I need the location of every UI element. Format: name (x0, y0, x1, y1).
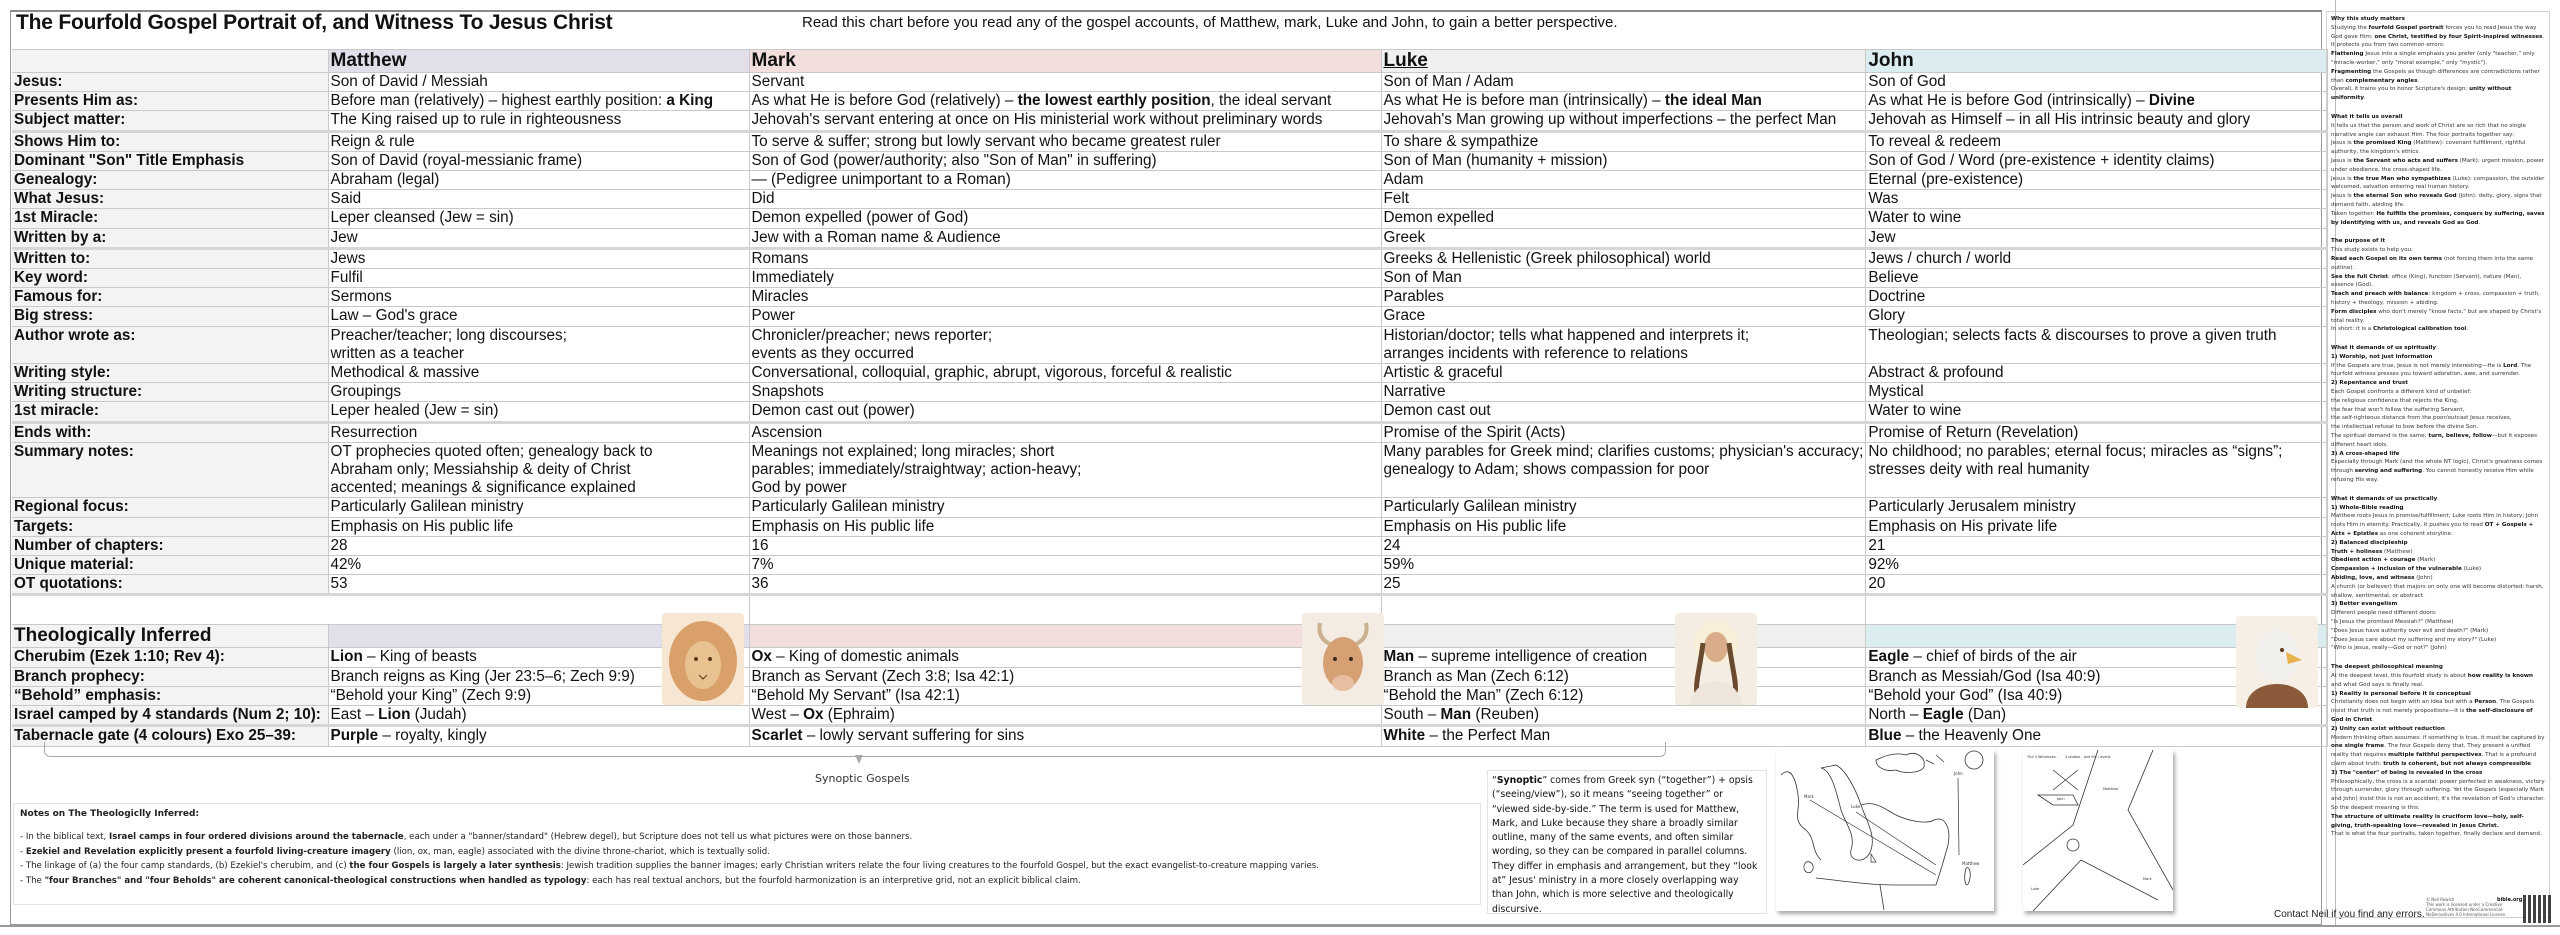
cell-mark: Did (749, 190, 1381, 209)
cell-luke: Greek (1381, 228, 1866, 248)
sidebar-heading: Why this study matters (2331, 16, 2406, 22)
synoptic-gospels-label: Synoptic Gospels (815, 772, 910, 785)
sidebar-heading: What it demands of us spiritually (2331, 345, 2437, 352)
cell-luke: Grace (1381, 307, 1866, 326)
sidebar-paragraph: Read each Gospel on its own terms (not forcing them into the same outline). (2331, 255, 2534, 271)
theological-row (12, 667, 2328, 686)
cell-matthew: 53 (328, 575, 749, 595)
cell-luke: Artistic & graceful (1381, 364, 1866, 383)
row-label: Unique material: (12, 556, 328, 575)
row-label: Targets: (12, 517, 328, 536)
sidebar-heading: 3) Better evangelism (2331, 601, 2398, 608)
synoptic-brace-tip (855, 755, 863, 764)
cell-luke: Branch as Man (Zech 6:12) (1381, 667, 1866, 686)
cell-matthew: Preacher/teacher; long discourses; written as a teacher (328, 326, 749, 363)
theological-row (12, 686, 2328, 705)
cell-luke: As what He is before man (intrinsically) – the ideal Man (1381, 92, 1866, 111)
cell-matthew: Reign & rule (328, 131, 749, 151)
sidebar-heading: 3) A cross-shaped life (2331, 450, 2400, 457)
table-row (12, 517, 2328, 536)
row-label: 1st miracle: (12, 402, 328, 422)
cell-matthew: Abraham (legal) (328, 171, 749, 190)
row-label: Writing style: (12, 364, 328, 383)
row-label: Dominant "Son" Title Emphasis (12, 151, 328, 170)
road-label-john: John (2057, 797, 2065, 801)
row-label: Famous for: (12, 288, 328, 307)
synoptic-definition-box: “Synoptic” comes from Greek syn (“together”) + opsis (“seeing/view”), so it means “seeing together” or “viewed side-by-side.” The term is used for Matthew, Mark, and Luke because they share a broadly similar outline, many of the same events, and often similar wording, so they can be compared in parallel columns. They differ in emphasis and arrangement, but they “look at” Jesus' ministry in a more closely overlapping way than John, which is more selective and theologically discursive. (1487, 770, 1767, 914)
cell-john: Glory (1866, 307, 2328, 326)
cell-mark: — (Pedigree unimportant to a Roman) (749, 171, 1381, 190)
license-text: This work is licensed under a Creative Commons Attribution-NonCommercial-NoDerivatives 4.0 International License. (2426, 902, 2507, 917)
notes-box (13, 803, 1481, 905)
cell-john: North – Eagle (Dan) (1866, 706, 2328, 726)
cell-matthew: Particularly Galilean ministry (328, 498, 749, 517)
theological-band-luke (1381, 625, 1866, 648)
sidebar-heading: 1) Reality is personal before it is conceptual (2331, 690, 2471, 697)
sidebar-paragraph: Jesus is the Servant who acts and suffers (Mark): urgent mission, power under obedience, the cross-shaped life. (2331, 157, 2544, 173)
cell-mark: Conversational, colloquial, graphic, abrupt, vigorous, forceful & realistic (749, 364, 1381, 383)
theological-header-row (12, 625, 2328, 648)
sidebar-paragraph: "Does Jesus care about my suffering and my story?" (Luke) (2331, 636, 2497, 643)
sidebar-paragraph: Teach and preach with balance: kingdom + cross, compassion + truth, history + theology, mission + abiding. (2331, 291, 2540, 306)
cell-mark: Son of God (power/authority; also "Son of Man" in suffering) (749, 151, 1381, 170)
qr-code-icon[interactable] (2523, 895, 2551, 923)
table-row (12, 288, 2328, 307)
cell-john: 92% (1866, 556, 2328, 575)
cell-luke: Demon expelled (1381, 209, 1866, 228)
cell-matthew: OT prophecies quoted often; genealogy back to Abraham only; Messiahship & deity of Christ accented; meanings & significance explained (328, 442, 749, 498)
cell-matthew: Jews (328, 248, 749, 268)
sidebar-paragraph: Matthew roots Jesus in promise/fulfillment; Luke roots Him in history; John roots Him in eternity. Practically, it pushes you to read OT + Gospels + Acts + Epistles as one coherent storyline. (2331, 513, 2539, 538)
cell-luke: Demon cast out (1381, 402, 1866, 422)
cell-luke: Promise of the Spirit (Acts) (1381, 422, 1866, 442)
cell-mark: Emphasis on His public life (749, 517, 1381, 536)
sidebar-paragraph: At the deepest level, this fourfold study is about how reality is known and what God says is finally real. (2331, 672, 2534, 688)
table-row (12, 248, 2328, 268)
sidebar-heading: 1) Worship, not just information (2331, 353, 2433, 360)
table-row (12, 228, 2328, 248)
cell-luke: 24 (1381, 536, 1866, 555)
sidebar-paragraph: That is what the four portraits, taken together, finally declare and demand. (2331, 831, 2542, 838)
table-row (12, 498, 2328, 517)
cell-john: Water to wine (1866, 209, 2328, 228)
sidebar-paragraph: Overall, it trains you to honor Scripture's design: unity without uniformity. (2331, 86, 2512, 102)
sidebar-paragraph: Especially through Mark (and the whole NT logic), Christ's greatness comes through serving and suffering. You cannot honestly receive Him while refusing His way. (2331, 459, 2543, 484)
road-sketch-icon (2023, 750, 2173, 911)
column-header-matthew: Matthew (328, 50, 749, 73)
cell-matthew: Leper healed (Jew = sin) (328, 402, 749, 422)
cell-matthew: Methodical & massive (328, 364, 749, 383)
cell-john: Blue – the Heavenly One (1866, 726, 2328, 746)
cell-mark: Chronicler/preacher; news reporter; events as they occurred (749, 326, 1381, 363)
man-portrait-icon (1675, 613, 1757, 705)
cell-john: Abstract & profound (1866, 364, 2328, 383)
theological-heading: Theologically Inferred (12, 625, 328, 648)
cell-matthew: Leper cleansed (Jew = sin) (328, 209, 749, 228)
cell-mark: Branch as Servant (Zech 3:8; Isa 42:1) (749, 667, 1381, 686)
cell-mark: Miracles (749, 288, 1381, 307)
cell-matthew: Branch reigns as King (Jer 23:5–6; Zech 9:9) (328, 667, 749, 686)
sidebar-paragraph: Form disciples who don't merely "know facts," but are shaped by Christ's total reality. (2331, 308, 2542, 324)
sidebar-paragraph: Obedient action + courage (Mark) (2331, 557, 2436, 564)
column-header-mark: Mark (749, 50, 1381, 73)
cell-luke: Parables (1381, 288, 1866, 307)
road-label-matthew: Matthew (2103, 787, 2119, 791)
cell-luke: “Behold the Man” (Zech 6:12) (1381, 686, 1866, 705)
note-line: - The "four Branches" and "four Beholds" are coherent canonical-theological constructions when handled as typology: each has real textual anchors, but the fourfold harmonization is an interpretive grid, not an explicit biblical claim. (20, 875, 1081, 886)
cell-john: Son of God (1866, 73, 2328, 92)
row-label: Israel camped by 4 standards (Num 2; 10): (12, 706, 328, 726)
cell-john: Mystical (1866, 383, 2328, 402)
sidebar-paragraph: Abiding, love, and witness (John) (2331, 575, 2433, 582)
map-sketch-icon (1776, 750, 1994, 911)
cell-mark: Servant (749, 73, 1381, 92)
cell-mark: Jehovah's servant entering at once on His ministerial work without preliminary words (749, 111, 1381, 131)
study-notes-sidebar (2326, 11, 2550, 918)
cell-john: To reveal & redeem (1866, 131, 2328, 151)
table-row (12, 556, 2328, 575)
table-row (12, 536, 2328, 555)
theological-row (12, 706, 2328, 726)
cell-luke: White – the Perfect Man (1381, 726, 1866, 746)
cell-mark: Snapshots (749, 383, 1381, 402)
cell-mark: Demon cast out (power) (749, 402, 1381, 422)
row-label: Branch prophecy: (12, 667, 328, 686)
sidebar-paragraph: Taken together: He fulfills the promises, conquers by suffering, saves by identifying with us, and reveals God as God. (2331, 210, 2545, 226)
notes-title: Notes on The Theologiclly Inferred: (20, 809, 200, 819)
cell-john: Believe (1866, 269, 2328, 288)
spacer-row (12, 595, 2328, 625)
cell-john: Was (1866, 190, 2328, 209)
sidebar-paragraph: Compassion + inclusion of the vulnerable (Luke) (2331, 566, 2482, 573)
table-row (12, 111, 2328, 131)
cell-john: “Behold your God” (Isa 40:9) (1866, 686, 2328, 705)
road-label-luke: Luke (2031, 887, 2040, 891)
cell-matthew: 42% (328, 556, 749, 575)
cell-mark: 7% (749, 556, 1381, 575)
row-label: OT quotations: (12, 575, 328, 595)
cell-john: Particularly Jerusalem ministry (1866, 498, 2328, 517)
sidebar-paragraph: Flattening Jesus into a single emphasis you prefer (only "teacher," only "miracle-worker," only "moral example," only "mystic"). (2331, 51, 2535, 66)
note-line: - Ezekiel and Revelation explicitly present a fourfold living-creature imagery (lion, ox, man, eagle) associated with the divine throne-chariot, which is textually solid. (20, 846, 770, 857)
cell-mark: Demon expelled (power of God) (749, 209, 1381, 228)
cell-mark: Scarlet – lowly servant suffering for sins (749, 726, 1381, 746)
sidebar-spacer (2331, 485, 2545, 495)
cell-john: Theologian; selects facts & discourses to prove a given truth (1866, 326, 2328, 363)
cell-mark: Romans (749, 248, 1381, 268)
sidebar-heading: 2) Unity can exist without reduction (2331, 725, 2445, 732)
sidebar-paragraph: It tells us that the person and work of Christ are so rich that no single narrative angle can exhaust Him. The four portraits together say: (2331, 122, 2526, 138)
cell-luke: Historian/doctor; tells what happened and interprets it; arranges incidents with reference to relations (1381, 326, 1866, 363)
cell-mark: Particularly Galilean ministry (749, 498, 1381, 517)
cell-john: Doctrine (1866, 288, 2328, 307)
cell-matthew: Sermons (328, 288, 749, 307)
table-row (12, 209, 2328, 228)
note-line: - The linkage of (a) the four camp standards, (b) Ezekiel's cherubim, and (c) the four Gospels is largely a later synthesis: Jewish tradition supplies the banner images; early Christian writers relate the four living creatures to the fourfold Gospel, but the exact evangelist-to-creature mapping varies. (20, 861, 1319, 871)
four-witnesses-map-sketch (1776, 750, 1994, 911)
synoptic-definition: ” comes from Greek syn (“together”) + opsis (“seeing/view”), so it means “seeing together” or “viewed side-by-side.” The term is used for Matthew, Mark, and Luke because they share a broadly similar outline, many of the same events, and often similar wording, so they can be compared in parallel columns. They differ in emphasis and arrangement, but they “look at” Jesus' ministry in a more closely overlapping way than John, which is more selective and theologically discursive. (1492, 775, 1758, 915)
row-label: Presents Him as: (12, 92, 328, 111)
table-row (12, 190, 2328, 209)
sidebar-paragraph: If the Gospels are true, Jesus is not merely interesting—He is Lord. The fourfold witness presses you toward adoration, awe, and surrender. (2331, 362, 2532, 378)
page-subtitle: Read this chart before you read any of the gospel accounts, of Matthew, mark, Luke and John, to gain a better perspective. (802, 14, 1618, 31)
sidebar-heading: 2) Repentance and trust (2331, 380, 2408, 387)
cell-luke: Many parables for Greek mind; clarifies customs; physician's accuracy; genealogy to Adam; shows compassion for poor (1381, 442, 1866, 498)
sidebar-paragraph: Fragmenting the Gospels as though differences are contradictions rather than complementary angles. (2331, 68, 2540, 84)
cell-john: Water to wine (1866, 402, 2328, 422)
cell-mark: As what He is before God (relatively) – the lowest earthly position, the ideal servant (749, 92, 1381, 111)
row-label: Tabernacle gate (4 colours) Exo 25–39: (12, 726, 328, 746)
cell-matthew: Jew (328, 228, 749, 248)
sidebar-paragraph: "Is Jesus the promised Messiah?" (Matthew) (2331, 619, 2454, 625)
page-title: The Fourfold Gospel Portrait of, and Witness To Jesus Christ (16, 11, 613, 34)
table-row (12, 422, 2328, 442)
cell-john: 21 (1866, 536, 2328, 555)
cell-matthew: Son of David (royal-messianic frame) (328, 151, 749, 170)
sidebar-paragraph: See the full Christ: office (King), function (Servant), nature (Man), essence (God). (2331, 273, 2522, 289)
sidebar-paragraph: Studying the fourfold Gospel portrait forces you to read Jesus the way God gave Him: one Christ, testified by four Spirit-inspired witnesses. It protects you from two common errors: (2331, 24, 2545, 49)
table-row (12, 307, 2328, 326)
column-header-luke: Luke (1381, 50, 1866, 73)
sidebar-paragraph: the religious confidence that rejects the King, (2331, 397, 2459, 404)
site-credit: bible.org (2497, 897, 2523, 903)
theological-row (12, 648, 2328, 667)
column-header-john: John (1866, 50, 2328, 73)
cell-mark: 16 (749, 536, 1381, 555)
cell-matthew: Groupings (328, 383, 749, 402)
cell-mark: To serve & suffer; strong but lowly servant who became greatest ruler (749, 131, 1381, 151)
cell-matthew: 28 (328, 536, 749, 555)
eagle-portrait-icon (2236, 616, 2318, 708)
sidebar-paragraph: In short: it is a Christological calibration tool. (2331, 326, 2469, 333)
cell-matthew: Resurrection (328, 422, 749, 442)
sidebar-paragraph: Philosophically, the cross is a scandal: power perfected in weakness, victory through surrender, glory through suffering. Yet the Gospels (especially Mark and John) insist this is not an accident; it's the revelation of God's character. (2331, 778, 2545, 803)
table-row (12, 442, 2328, 498)
cell-mark: “Behold My Servant” (Isa 42:1) (749, 686, 1381, 705)
row-label: Written by a: (12, 228, 328, 248)
row-label: Genealogy: (12, 171, 328, 190)
cell-matthew: “Behold your King” (Zech 9:9) (328, 686, 749, 705)
cell-luke: Son of Man (humanity + mission) (1381, 151, 1866, 170)
sidebar-paragraph: the self-righteous distance from the poor/outcast Jesus receives, (2331, 415, 2512, 422)
cell-matthew: The King raised up to rule in righteousness (328, 111, 749, 131)
cell-luke: To share & sympathize (1381, 131, 1866, 151)
cell-luke: Son of Man (1381, 269, 1866, 288)
cell-matthew: Lion – King of beasts (328, 648, 749, 667)
road-caption: The 4 Witnesses - (2027, 755, 2059, 759)
contact-note: Contact Neil if you find any errors. (2274, 909, 2425, 920)
cell-mark: Jew with a Roman name & Audience (749, 228, 1381, 248)
table-row (12, 269, 2328, 288)
cell-mark: West – Ox (Ephraim) (749, 706, 1381, 726)
sidebar-heading: 1) Whole-Bible reading (2331, 504, 2404, 511)
cell-john: Branch as Messiah/God (Isa 40:9) (1866, 667, 2328, 686)
note-line: - In the biblical text, Israel camps in four ordered divisions around the tabernacle, each under a "banner/standard" (Hebrew degel), but Scripture does not tell us what pictures were on those banners. (20, 832, 913, 842)
row-label: Key word: (12, 269, 328, 288)
table-row (12, 326, 2328, 363)
cell-mark: Ox – King of domestic animals (749, 648, 1381, 667)
row-label: Written to: (12, 248, 328, 268)
cell-matthew: East – Lion (Judah) (328, 706, 749, 726)
map-label-mark: Mark (1804, 794, 1814, 799)
map-label-luke: Luke (1851, 804, 1861, 809)
cell-mark: Meanings not explained; long miracles; short parables; immediately/straightway; action-heavy; God by power (749, 442, 1381, 498)
cell-mark: Power (749, 307, 1381, 326)
table-row (12, 171, 2328, 190)
sidebar-spacer (2331, 227, 2545, 237)
cell-matthew: Law – God's grace (328, 307, 749, 326)
row-label: Subject matter: (12, 111, 328, 131)
theological-band-mark (749, 625, 1381, 648)
sidebar-paragraph: The spiritual demand is the same: turn, believe, follow—but it exposes different heart idols. (2331, 433, 2538, 448)
row-label: Big stress: (12, 307, 328, 326)
row-label: “Behold” emphasis: (12, 686, 328, 705)
ox-portrait-icon (1302, 613, 1384, 705)
synoptic-term: Synoptic (1496, 775, 1543, 786)
cell-john: Son of God / Word (pre-existence + identity claims) (1866, 151, 2328, 170)
map-label-matthew: Matthew (1962, 861, 1980, 866)
cell-luke: Emphasis on His public life (1381, 517, 1866, 536)
cell-luke: South – Man (Reuben) (1381, 706, 1866, 726)
sidebar-paragraph: "Who is Jesus, really—God or not?" (John) (2331, 645, 2447, 652)
cell-mark: 36 (749, 575, 1381, 595)
header-corner (12, 50, 328, 73)
sidebar-paragraph: the fear that won't follow the suffering Servant, (2331, 406, 2465, 413)
sidebar-spacer (2331, 653, 2545, 663)
sidebar-paragraph: The structure of ultimate reality is cruciform love—holy, self-giving, truth-speaking love—revealed in Jesus Christ. (2331, 813, 2524, 829)
table-row (12, 383, 2328, 402)
cell-luke: Son of Man / Adam (1381, 73, 1866, 92)
cell-mark: Immediately (749, 269, 1381, 288)
sidebar-paragraph: Jesus is the eternal Son who reveals God (John): deity, glory, signs that demand faith, abiding life. (2331, 193, 2542, 208)
sidebar-paragraph: "Does Jesus have authority over evil and death?" (Mark) (2331, 627, 2489, 634)
cell-luke: Greeks & Hellenistic (Greek philosophical) world (1381, 248, 1866, 268)
cell-matthew: Emphasis on His public life (328, 517, 749, 536)
four-witnesses-road-sketch (2023, 750, 2173, 911)
sidebar-paragraph: Jesus is the promised King (Matthew): covenant fulfillment, rightful authority, the kingdom's ethics. (2331, 140, 2526, 156)
cell-john: Jews / church / world (1866, 248, 2328, 268)
column-header-row (12, 50, 2328, 73)
table-row (12, 402, 2328, 422)
cell-luke: 59% (1381, 556, 1866, 575)
cell-luke: Narrative (1381, 383, 1866, 402)
map-label-john: John (1954, 771, 1963, 776)
table-row (12, 131, 2328, 151)
cell-matthew: Purple – royalty, kingly (328, 726, 749, 746)
sidebar-paragraph: Different people need different doors: (2331, 610, 2437, 617)
sidebar-heading: The purpose of it (2331, 238, 2386, 245)
sidebar-paragraph: Jesus is the true Man who sympathizes (Luke): compassion, the outsider welcomed, salvation entering real human history. (2331, 175, 2545, 191)
cell-john: As what He is before God (intrinsically) – Divine (1866, 92, 2328, 111)
sidebar-heading: 3) The "center" of being is revealed in the cross (2331, 769, 2483, 776)
sidebar-heading: 2) Balanced discipleship (2331, 539, 2408, 546)
table-row (12, 151, 2328, 170)
cell-john: No childhood; no parables; eternal focus; miracles as “signs”; stresses deity with real humanity (1866, 442, 2328, 498)
sidebar-heading: The deepest philosophical meaning (2331, 664, 2443, 671)
table-row (12, 73, 2328, 92)
row-label: Cherubim (Ezek 1:10; Rev 4): (12, 648, 328, 667)
row-label: Author wrote as: (12, 326, 328, 363)
table-row (12, 364, 2328, 383)
row-label: Shows Him to: (12, 131, 328, 151)
cell-luke: Felt (1381, 190, 1866, 209)
cell-luke: Adam (1381, 171, 1866, 190)
sidebar-spacer (2331, 103, 2545, 113)
row-label: Summary notes: (12, 442, 328, 498)
sidebar-paragraph: A church (or believer) that majors on only one will become distorted: harsh, shallow, sentimental, or abstract. (2331, 583, 2544, 599)
row-label: Jesus: (12, 73, 328, 92)
cell-john: Promise of Return (Revelation) (1866, 422, 2328, 442)
comparison-table (12, 49, 2328, 747)
cell-matthew: Son of David / Messiah (328, 73, 749, 92)
row-label: Ends with: (12, 422, 328, 442)
sidebar-paragraph: Christianity does not begin with an idea but with a Person. The Gospels insist that truth is not merely propositions—it is the self-disclosure of God in Christ. (2331, 699, 2534, 723)
row-label: Regional focus: (12, 498, 328, 517)
cell-luke: 25 (1381, 575, 1866, 595)
cell-john: Emphasis on His private life (1866, 517, 2328, 536)
table-row (12, 575, 2328, 595)
cell-john: Eagle – chief of birds of the air (1866, 648, 2328, 667)
road-caption-2: 4 photos - one life / event. (2065, 755, 2112, 759)
cell-mark: Ascension (749, 422, 1381, 442)
lion-portrait-icon (662, 613, 744, 705)
divider (0, 925, 2560, 927)
cell-matthew: Fulfil (328, 269, 749, 288)
cell-matthew: Before man (relatively) – highest earthly position: a King (328, 92, 749, 111)
sidebar-heading: What it demands of us practically (2331, 495, 2438, 502)
cell-john: Jew (1866, 228, 2328, 248)
author-credit: © Neil Rowich (2426, 897, 2455, 902)
cell-john: Eternal (pre-existence) (1866, 171, 2328, 190)
sidebar-heading: What it tells us overall (2331, 113, 2403, 120)
sidebar-paragraph: Modern thinking often assumes: if something is true, it must be captured by one single frame. The four Gospels deny that. They present a unified reality that requires multiple faithful perspectives. That is a profound claim about truth: truth is coherent, but not always compressible. (2331, 734, 2545, 767)
cell-luke: Jehovah's Man growing up without imperfections – the perfect Man (1381, 111, 1866, 131)
sidebar-spacer (2331, 334, 2545, 344)
sidebar-paragraph: This study exists to help you: (2331, 247, 2413, 254)
row-label: 1st Miracle: (12, 209, 328, 228)
sidebar-paragraph: the intellectual refusal to bow before the divine Son. (2331, 424, 2479, 431)
sidebar-paragraph: So the deepest meaning is this: (2331, 804, 2420, 811)
row-label: Writing structure: (12, 383, 328, 402)
cell-john: Jehovah as Himself – in all His intrinsic beauty and glory (1866, 111, 2328, 131)
sidebar-paragraph: Each Gospel confronts a different kind of unbelief: (2331, 389, 2472, 396)
row-label: What Jesus: (12, 190, 328, 209)
cell-john: 20 (1866, 575, 2328, 595)
cell-luke: Particularly Galilean ministry (1381, 498, 1866, 517)
sidebar-paragraph: Truth + holiness (Matthew) (2331, 548, 2413, 555)
row-label: Number of chapters: (12, 536, 328, 555)
table-row (12, 92, 2328, 111)
road-label-mark: Mark (2143, 877, 2152, 881)
cell-luke: Man – supreme intelligence of creation (1381, 648, 1866, 667)
cell-matthew: Said (328, 190, 749, 209)
